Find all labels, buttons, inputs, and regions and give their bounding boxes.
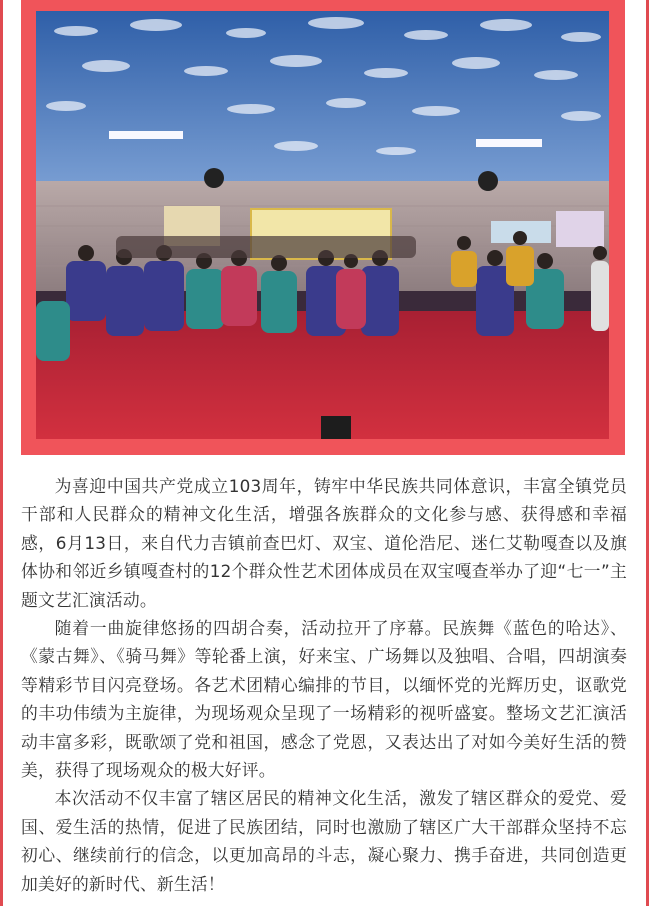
stage-spotlight [204, 168, 224, 188]
article-body [21, 472, 627, 898]
article-paragraph: 为喜迎中国共产党成立103周年，铸牢中华民族共同体意识，丰富全镇党员干部和人民群众的精神文化生活，增强各族群众的文化参与感、获得感和幸福感，6月13日，来自代力吉镇前查巴灯、双宝、道伦浩尼、迷仁艾勒嘎查以及旗体协和邻近乡镇嘎查村的12个群众性艺术团体成员在双宝嘎查举办了迎“七一”主题文艺汇演活动。 [21, 476, 627, 610]
ceiling-light [109, 131, 183, 139]
photo-image [36, 11, 609, 439]
performance-photo[interactable] [36, 11, 609, 439]
page-left-border [0, 0, 3, 906]
stage-speaker [321, 416, 351, 439]
wall-poster [556, 211, 604, 247]
ceiling-light [476, 139, 542, 147]
article-paragraph: 本次活动不仅丰富了辖区居民的精神文化生活，激发了辖区群众的爱党、爱国、爱生活的热情，促进了民族团结，同时也激励了辖区广大干部群众坚持不忘初心、继续前行的信念，以更加高昂的斗志，凝心聚力、携手奋进，共同创造更加美好的新时代、新生活！ [21, 788, 627, 894]
article-paragraph: 随着一曲旋律悠扬的四胡合奏，活动拉开了序幕。民族舞《蓝色的哈达》、《蒙古舞》、《骑马舞》等轮番上演，好来宝、广场舞以及独唱、合唱，四胡演奏等精彩节目闪亮登场。各艺术团精心编排的节目，以缅怀党的光辉历史，讴歌党的丰功伟绩为主旋律，为现场观众呈现了一场精彩的视听盛宴。整场文艺汇演活动丰富多彩，既歌颂了党和祖国，感念了党恩，又表达出了对如今美好生活的赞美，获得了现场观众的极大好评。 [21, 618, 627, 781]
photo-frame [21, 0, 625, 455]
ceiling [36, 11, 609, 201]
stage-spotlight [478, 171, 498, 191]
